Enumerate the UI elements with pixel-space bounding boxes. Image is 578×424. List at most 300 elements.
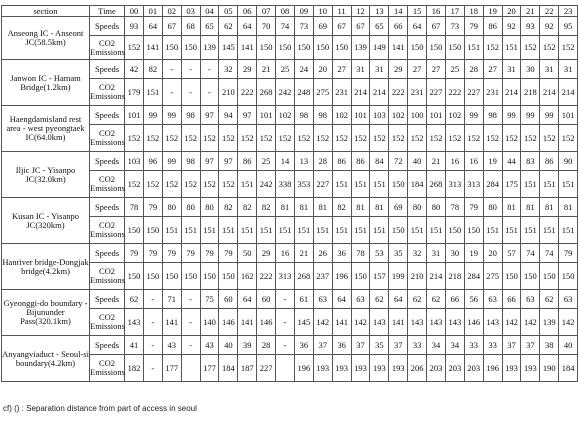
emission-cell: 150 — [427, 36, 446, 60]
speed-cell: 64 — [238, 290, 257, 309]
speed-cell: 63 — [521, 290, 540, 309]
emission-cell: 152 — [351, 125, 370, 152]
speed-cell: 103 — [370, 106, 389, 125]
speed-cell: 43 — [162, 336, 181, 355]
speed-cell: 43 — [200, 336, 219, 355]
emissions-label-bottom: Emissions — [90, 46, 125, 57]
speed-cell: 64 — [408, 17, 427, 36]
emission-cell: 353 — [294, 171, 313, 198]
emission-cell: 141 — [143, 36, 162, 60]
speed-cell: 31 — [351, 60, 370, 79]
emission-cell: 139 — [540, 309, 559, 336]
speed-cell: 69 — [389, 198, 408, 217]
emission-cell: 231 — [332, 79, 351, 106]
emission-cell: 150 — [181, 36, 200, 60]
speed-cell: 63 — [351, 290, 370, 309]
header-hour: 11 — [332, 6, 351, 17]
speed-cell: 64 — [389, 290, 408, 309]
speed-cell: 16 — [445, 152, 464, 171]
emission-cell: 152 — [219, 171, 238, 198]
speed-cell: 79 — [219, 244, 238, 263]
speed-cell: 98 — [294, 106, 313, 125]
speed-cell: 31 — [559, 60, 578, 79]
emission-cell: 190 — [540, 355, 559, 382]
emission-cell: 151 — [370, 171, 389, 198]
speed-cell: 53 — [370, 244, 389, 263]
emission-cell: 214 — [540, 79, 559, 106]
emission-cell: 151 — [332, 171, 351, 198]
speed-cell: 41 — [125, 336, 144, 355]
speeds-row — [2, 290, 578, 309]
emissions-label-top: CO2 — [98, 82, 116, 92]
speed-cell: 82 — [257, 198, 276, 217]
speed-cell: 93 — [521, 17, 540, 36]
emission-cell: 145 — [294, 309, 313, 336]
speed-cell: 98 — [181, 152, 200, 171]
emission-cell: 268 — [257, 79, 276, 106]
emission-cell: 152 — [389, 125, 408, 152]
speed-cell: 28 — [464, 60, 483, 79]
speed-cell: - — [181, 336, 200, 355]
speed-cell: 57 — [502, 244, 521, 263]
speed-cell: 99 — [521, 106, 540, 125]
emission-cell: 152 — [540, 36, 559, 60]
speed-cell: 101 — [351, 106, 370, 125]
emission-cell: 227 — [257, 355, 276, 382]
speeds-label: Speeds — [90, 244, 125, 263]
emission-cell: 146 — [464, 309, 483, 336]
emission-cell: 199 — [389, 263, 408, 290]
emission-cell: 150 — [351, 263, 370, 290]
emission-cell: - — [181, 309, 200, 336]
header-hour: 20 — [502, 6, 521, 17]
speed-cell: 98 — [483, 106, 502, 125]
header-hour: 08 — [276, 6, 295, 17]
speed-cell: 37 — [521, 336, 540, 355]
speed-cell: - — [181, 60, 200, 79]
speed-cell: 101 — [559, 106, 578, 125]
speed-cell: 42 — [125, 60, 144, 79]
emission-cell: - — [143, 355, 162, 382]
speed-cell: 37 — [502, 336, 521, 355]
speed-cell: 79 — [143, 244, 162, 263]
emission-cell: 284 — [464, 263, 483, 290]
emission-cell: 150 — [143, 217, 162, 244]
speed-cell: 63 — [559, 290, 578, 309]
speeds-label: Speeds — [90, 152, 125, 171]
speed-cell: 28 — [313, 152, 332, 171]
emission-cell: 150 — [389, 217, 408, 244]
section-name: Janwon IC - Hamam Bridge(1.2km) — [2, 60, 90, 106]
header-hour: 18 — [464, 6, 483, 17]
speed-cell: 16 — [464, 152, 483, 171]
emission-cell: 141 — [238, 309, 257, 336]
speed-cell: 99 — [162, 152, 181, 171]
speed-cell: 64 — [238, 17, 257, 36]
speed-cell: 36 — [294, 336, 313, 355]
speed-cell: 38 — [540, 336, 559, 355]
section-name: Anyangviaduct - Seoul-si boundary(4.2km) — [2, 336, 90, 382]
emission-cell: 141 — [332, 309, 351, 336]
emission-cell: 152 — [162, 125, 181, 152]
speeds-label: Speeds — [90, 198, 125, 217]
speed-cell: 37 — [351, 336, 370, 355]
emission-cell: 231 — [483, 79, 502, 106]
speed-cell: 79 — [181, 244, 200, 263]
speed-cell: 79 — [559, 244, 578, 263]
header-hour: 02 — [162, 6, 181, 17]
speed-cell: 99 — [502, 106, 521, 125]
header-hour: 17 — [445, 6, 464, 17]
emissions-label — [90, 263, 125, 290]
emission-cell: 338 — [276, 171, 295, 198]
emission-cell: 222 — [257, 263, 276, 290]
speed-cell: 29 — [389, 60, 408, 79]
emission-cell: 152 — [162, 171, 181, 198]
emission-cell: 151 — [540, 171, 559, 198]
emission-cell: 152 — [313, 125, 332, 152]
emission-cell: 284 — [483, 171, 502, 198]
emission-cell: 150 — [181, 263, 200, 290]
speed-cell: 65 — [200, 17, 219, 36]
speed-cell: 74 — [540, 244, 559, 263]
emission-cell: 151 — [219, 217, 238, 244]
speed-cell: 99 — [143, 106, 162, 125]
emission-cell: - — [276, 309, 295, 336]
emissions-label — [90, 36, 125, 60]
speed-cell: 79 — [162, 244, 181, 263]
emission-cell: 227 — [313, 171, 332, 198]
speed-cell: 80 — [162, 198, 181, 217]
speed-cell: 27 — [427, 60, 446, 79]
emissions-label — [90, 79, 125, 106]
speed-cell: 80 — [427, 198, 446, 217]
speed-cell: 80 — [408, 198, 427, 217]
emissions-label-bottom: Emissions — [90, 91, 125, 101]
speed-cell: 96 — [143, 152, 162, 171]
speed-cell: 99 — [162, 106, 181, 125]
header-hour: 12 — [351, 6, 370, 17]
speed-cell: 63 — [483, 290, 502, 309]
emission-cell: 151 — [502, 36, 521, 60]
emission-cell: 193 — [389, 355, 408, 382]
emission-cell: 151 — [540, 217, 559, 244]
emission-cell: 203 — [445, 355, 464, 382]
emission-cell: 151 — [464, 36, 483, 60]
emissions-label-top: CO2 — [98, 358, 116, 368]
emission-cell: 214 — [351, 79, 370, 106]
emission-cell: - — [200, 79, 219, 106]
emissions-label-bottom: Emissions — [90, 137, 125, 147]
speeds-row — [2, 152, 578, 171]
speed-cell: 78 — [125, 198, 144, 217]
emission-cell: 218 — [445, 263, 464, 290]
emission-cell: 231 — [408, 79, 427, 106]
emission-cell: 149 — [370, 36, 389, 60]
emissions-label-top: CO2 — [98, 220, 116, 230]
speed-cell: 81 — [370, 198, 389, 217]
speed-cell: 78 — [351, 244, 370, 263]
emission-cell: 210 — [408, 263, 427, 290]
emission-cell: 152 — [143, 125, 162, 152]
emission-cell: 152 — [370, 125, 389, 152]
section-name: Anseong IC - Anseont JC(58.5km) — [2, 17, 90, 60]
speed-cell: 29 — [238, 60, 257, 79]
emission-cell: 151 — [521, 171, 540, 198]
emission-cell: 143 — [427, 309, 446, 336]
speed-cell: 97 — [238, 106, 257, 125]
speed-cell: 66 — [445, 290, 464, 309]
speed-cell: 71 — [162, 290, 181, 309]
table-body — [2, 17, 578, 382]
emission-cell: 152 — [294, 125, 313, 152]
speed-cell: 32 — [219, 60, 238, 79]
emission-cell: 152 — [143, 171, 162, 198]
speed-cell: 86 — [332, 152, 351, 171]
speed-cell: 31 — [540, 60, 559, 79]
speed-cell: 81 — [540, 198, 559, 217]
emission-cell: 150 — [464, 217, 483, 244]
speed-cell: 80 — [200, 198, 219, 217]
speed-cell: 16 — [276, 244, 295, 263]
header-hour: 21 — [521, 6, 540, 17]
emission-cell: 152 — [219, 125, 238, 152]
speed-cell: 102 — [332, 106, 351, 125]
emission-cell: 151 — [351, 217, 370, 244]
speed-cell: 29 — [257, 244, 276, 263]
emission-cell: 150 — [219, 263, 238, 290]
emission-cell: 152 — [464, 125, 483, 152]
header-hour: 22 — [540, 6, 559, 17]
emissions-label-top: CO2 — [98, 128, 116, 138]
speeds-label: Speeds — [90, 106, 125, 125]
header-hour: 09 — [294, 6, 313, 17]
footnote: cf) () : Separation distance from part of access in seoul — [3, 404, 197, 413]
emission-cell: 227 — [427, 79, 446, 106]
emission-cell: 151 — [181, 217, 200, 244]
speed-cell: 25 — [445, 60, 464, 79]
speed-cell: 92 — [502, 17, 521, 36]
emission-cell: 152 — [332, 125, 351, 152]
emission-cell: 227 — [464, 79, 483, 106]
emission-cell: 193 — [351, 355, 370, 382]
header-hour: 04 — [200, 6, 219, 17]
header-hour: 23 — [559, 6, 578, 17]
speed-cell: 27 — [483, 60, 502, 79]
emission-cell: 152 — [257, 125, 276, 152]
header-hour: 14 — [389, 6, 408, 17]
emission-cell: 150 — [257, 36, 276, 60]
emission-cell — [276, 355, 295, 382]
speed-cell: 24 — [294, 60, 313, 79]
speed-cell: 79 — [464, 17, 483, 36]
speed-cell: 25 — [257, 152, 276, 171]
emission-cell: 196 — [483, 355, 502, 382]
emission-cell: 150 — [559, 263, 578, 290]
header-hour: 00 — [125, 6, 144, 17]
speed-cell: 102 — [445, 106, 464, 125]
emission-cell: 141 — [389, 309, 408, 336]
speed-cell: 103 — [125, 152, 144, 171]
emissions-label-bottom: Emissions — [90, 321, 125, 331]
speed-cell: - — [181, 290, 200, 309]
speed-cell: 78 — [445, 198, 464, 217]
speed-cell: 79 — [200, 244, 219, 263]
speed-cell: 31 — [370, 60, 389, 79]
emission-cell: 150 — [143, 263, 162, 290]
speed-cell: 36 — [332, 244, 351, 263]
emission-cell: 150 — [502, 263, 521, 290]
emission-cell: 152 — [483, 36, 502, 60]
speed-cell: 40 — [559, 336, 578, 355]
speed-cell: 102 — [276, 106, 295, 125]
emissions-label-top: CO2 — [98, 312, 116, 322]
speed-cell: 25 — [276, 60, 295, 79]
speed-cell: 97 — [200, 152, 219, 171]
emission-cell: 152 — [125, 36, 144, 60]
header-section: section — [2, 6, 90, 17]
speed-cell: 82 — [219, 198, 238, 217]
header-hour: 03 — [181, 6, 200, 17]
speed-cell: 79 — [125, 244, 144, 263]
speed-cell: 19 — [483, 152, 502, 171]
speeds-row — [2, 244, 578, 263]
emission-cell: 151 — [502, 217, 521, 244]
emission-cell: 214 — [427, 263, 446, 290]
emission-cell: 152 — [559, 125, 578, 152]
speed-cell: 73 — [445, 17, 464, 36]
emission-cell: 268 — [294, 263, 313, 290]
emission-cell: 248 — [294, 79, 313, 106]
speed-cell: 62 — [125, 290, 144, 309]
emission-cell: 151 — [427, 217, 446, 244]
speed-cell: 86 — [483, 17, 502, 36]
emission-cell: 145 — [219, 36, 238, 60]
speed-cell: 20 — [313, 60, 332, 79]
emission-cell: 151 — [483, 217, 502, 244]
speed-cell: 70 — [257, 17, 276, 36]
speed-cell: 63 — [313, 290, 332, 309]
speed-cell: 21 — [427, 152, 446, 171]
emission-cell: 151 — [313, 217, 332, 244]
speed-cell: 65 — [370, 17, 389, 36]
speed-cell: 40 — [219, 336, 238, 355]
speed-cell: 90 — [559, 152, 578, 171]
speed-cell: 82 — [332, 198, 351, 217]
emission-cell: 152 — [540, 125, 559, 152]
speed-cell: 30 — [521, 60, 540, 79]
emission-cell: - — [181, 79, 200, 106]
speed-cell: 74 — [276, 17, 295, 36]
speed-cell: 97 — [200, 106, 219, 125]
emission-cell: 143 — [370, 309, 389, 336]
speed-cell: 67 — [427, 17, 446, 36]
speed-cell: 21 — [294, 244, 313, 263]
speed-cell: 39 — [238, 336, 257, 355]
emission-cell: 206 — [408, 355, 427, 382]
speeds-row — [2, 17, 578, 36]
emission-cell: 196 — [294, 355, 313, 382]
speed-cell: 67 — [351, 17, 370, 36]
emissions-label-top: CO2 — [98, 266, 116, 276]
emission-cell: 141 — [389, 36, 408, 60]
emission-cell: 196 — [332, 263, 351, 290]
speed-cell: 81 — [351, 198, 370, 217]
emission-cell: 237 — [313, 263, 332, 290]
emission-cell: 214 — [559, 79, 578, 106]
emission-cell: 242 — [276, 79, 295, 106]
speed-cell: 14 — [276, 152, 295, 171]
speed-cell: 101 — [257, 106, 276, 125]
speed-cell: - — [143, 336, 162, 355]
speed-cell: 81 — [294, 198, 313, 217]
header-row — [2, 6, 578, 17]
emission-cell: - — [143, 309, 162, 336]
emission-cell: 150 — [125, 263, 144, 290]
speed-cell: - — [162, 60, 181, 79]
emission-cell: 151 — [408, 217, 427, 244]
emission-cell: 139 — [351, 36, 370, 60]
emission-cell — [181, 355, 200, 382]
emission-cell: 151 — [351, 171, 370, 198]
section-name: Kusan IC - Yisanpo JC(320km) — [2, 198, 90, 244]
speed-cell: 81 — [502, 198, 521, 217]
emission-cell: 146 — [257, 309, 276, 336]
emission-cell: 142 — [521, 309, 540, 336]
emission-cell: 193 — [502, 355, 521, 382]
speed-cell: 101 — [427, 106, 446, 125]
header-hour: 15 — [408, 6, 427, 17]
header-hour: 06 — [238, 6, 257, 17]
speed-cell: 102 — [389, 106, 408, 125]
speed-cell: 101 — [125, 106, 144, 125]
emission-cell: 152 — [521, 125, 540, 152]
emission-cell: 157 — [370, 263, 389, 290]
emission-cell: 152 — [200, 125, 219, 152]
emission-cell: 152 — [427, 125, 446, 152]
emission-cell: 222 — [238, 79, 257, 106]
speed-cell: - — [143, 290, 162, 309]
speed-cell: 34 — [445, 336, 464, 355]
emission-cell: 193 — [332, 355, 351, 382]
speed-cell: 86 — [540, 152, 559, 171]
speed-cell: 79 — [464, 198, 483, 217]
header-hour: 13 — [370, 6, 389, 17]
emission-cell: 143 — [408, 309, 427, 336]
speed-cell: 98 — [181, 106, 200, 125]
emission-cell: 150 — [294, 36, 313, 60]
emission-cell: 218 — [521, 79, 540, 106]
emission-cell: 150 — [162, 263, 181, 290]
emission-cell: 152 — [181, 125, 200, 152]
emission-cell: 152 — [559, 36, 578, 60]
emission-cell: 150 — [276, 36, 295, 60]
emissions-label-bottom: Emissions — [90, 367, 125, 377]
speed-cell: 64 — [143, 17, 162, 36]
emissions-label-top: CO2 — [98, 37, 116, 48]
emission-cell: 151 — [238, 217, 257, 244]
speed-cell: 95 — [559, 17, 578, 36]
emission-cell: 151 — [559, 171, 578, 198]
emission-cell: 150 — [445, 36, 464, 60]
speed-cell: 68 — [181, 17, 200, 36]
emission-cell: 152 — [483, 125, 502, 152]
speed-cell: 100 — [408, 106, 427, 125]
speed-cell: 72 — [389, 152, 408, 171]
speeds-row — [2, 60, 578, 79]
emission-cell: 182 — [125, 355, 144, 382]
speed-cell: 44 — [502, 152, 521, 171]
